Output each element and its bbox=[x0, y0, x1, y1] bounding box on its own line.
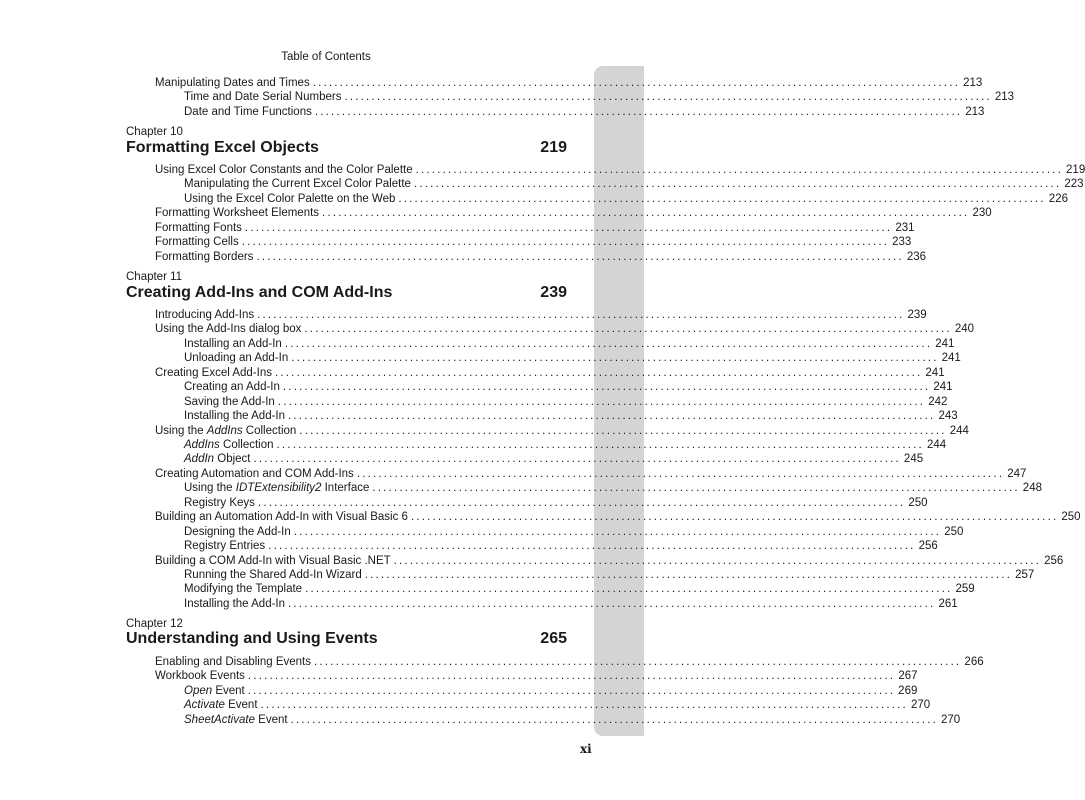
toc-entry-label: Enabling and Disabling Events bbox=[155, 656, 311, 668]
leader-dots: ........................................................................................................................ bbox=[257, 309, 905, 321]
toc-entry[interactable] bbox=[184, 713, 961, 727]
toc-entry-label: Installing the Add-In bbox=[184, 410, 286, 422]
toc-entry-label: Formatting Fonts bbox=[155, 222, 242, 234]
leader-dots: ........................................................................................................................ bbox=[314, 656, 962, 668]
toc-entry[interactable] bbox=[184, 698, 931, 712]
toc-entry-label: Formatting Worksheet Elements bbox=[155, 207, 320, 219]
toc-entry-page: 248 bbox=[1022, 482, 1042, 494]
leader-dots: ........................................................................................................................ bbox=[299, 425, 947, 437]
toc-entry-label: Designing the Add-In bbox=[184, 526, 291, 538]
toc-entry-page: 241 bbox=[925, 367, 945, 379]
label-emphasis: AddIns bbox=[184, 439, 220, 451]
toc-entry-label bbox=[184, 713, 288, 727]
toc-entry-page: 241 bbox=[935, 338, 955, 350]
leader-dots: ........................................................................................................................ bbox=[364, 569, 1013, 581]
toc-entry-page: 250 bbox=[944, 526, 964, 538]
toc-entry-label: Installing an Add-In bbox=[184, 338, 282, 350]
chapter-page: 219 bbox=[540, 139, 567, 156]
toc-entry-page: 213 bbox=[994, 91, 1015, 103]
toc-entry[interactable] bbox=[155, 424, 969, 438]
leader-dots: ........................................................................................................................ bbox=[282, 381, 931, 393]
leader-dots: ........................................................................................................................ bbox=[244, 222, 893, 234]
toc-entry-page: 250 bbox=[908, 497, 928, 509]
leader-dots: ........................................................................................................................ bbox=[322, 207, 970, 219]
toc-entry[interactable] bbox=[155, 510, 1081, 524]
label-emphasis: Activate bbox=[184, 699, 225, 711]
toc-entry[interactable] bbox=[184, 409, 958, 423]
chapter-page: 239 bbox=[540, 284, 567, 301]
leader-dots: ........................................................................................................................ bbox=[253, 453, 901, 465]
toc-entry[interactable] bbox=[155, 308, 927, 322]
toc-entry-page: 266 bbox=[964, 656, 984, 668]
toc-entry-page: 270 bbox=[941, 714, 961, 726]
running-head: Table of Contents bbox=[281, 51, 371, 63]
leader-dots: ........................................................................................................................ bbox=[304, 323, 952, 335]
label-emphasis: Open bbox=[184, 685, 213, 697]
toc-entry[interactable] bbox=[155, 250, 927, 264]
label-emphasis: AddIns bbox=[206, 425, 243, 437]
leader-dots: ........................................................................................................................ bbox=[314, 106, 963, 118]
toc-entry[interactable] bbox=[155, 669, 918, 683]
chapter-title: Formatting Excel Objects bbox=[126, 139, 319, 156]
toc-entry-label: Introducing Add-Ins bbox=[155, 309, 255, 321]
toc-entry[interactable] bbox=[184, 105, 985, 119]
toc-entry-page: 223 bbox=[1064, 178, 1084, 190]
label-suffix: Interface bbox=[321, 482, 370, 494]
toc-entry-label: Unloading an Add-In bbox=[184, 352, 289, 364]
toc-entry-page: 267 bbox=[898, 670, 918, 682]
toc-entry[interactable] bbox=[184, 395, 948, 409]
toc-entry[interactable] bbox=[184, 684, 918, 698]
leader-dots: ........................................................................................................................ bbox=[257, 497, 906, 509]
toc-entry[interactable] bbox=[155, 554, 1064, 568]
toc-entry-label: Time and Date Serial Numbers bbox=[184, 91, 342, 103]
leader-dots: ........................................................................................................................ bbox=[290, 714, 938, 726]
toc-entry[interactable] bbox=[184, 438, 947, 452]
toc-entry[interactable] bbox=[184, 351, 961, 365]
toc-entry-page: 240 bbox=[954, 323, 975, 335]
toc-entry-page: 213 bbox=[965, 106, 985, 118]
toc-entry-label: Manipulating the Current Excel Color Palette bbox=[184, 178, 411, 190]
toc-entry-label: Building a COM Add-In with Visual Basic .NET bbox=[155, 555, 391, 567]
toc-entry-page: 241 bbox=[933, 381, 953, 393]
toc-entry-label bbox=[155, 424, 296, 438]
leader-dots: ........................................................................................................................ bbox=[312, 77, 961, 89]
toc-entry-label: Creating Excel Add-Ins bbox=[155, 367, 272, 379]
toc-entry-label: Running the Shared Add-In Wizard bbox=[184, 569, 362, 581]
leader-dots: ........................................................................................................................ bbox=[398, 193, 1046, 205]
leader-dots: ........................................................................................................................ bbox=[274, 367, 923, 379]
toc-entry-page: 226 bbox=[1048, 193, 1068, 205]
label-suffix: Event bbox=[224, 699, 258, 711]
label-prefix: Using the bbox=[184, 482, 236, 494]
leader-dots: ........................................................................................................................ bbox=[276, 439, 924, 451]
leader-dots: ........................................................................................................................ bbox=[372, 482, 1020, 494]
toc-entry[interactable] bbox=[184, 177, 1084, 191]
toc-entry[interactable] bbox=[184, 192, 1068, 206]
toc-entry-label: Using Excel Color Constants and the Color Palette bbox=[155, 164, 413, 176]
toc-entry-page: 259 bbox=[955, 583, 975, 595]
toc-entry-label bbox=[184, 698, 258, 712]
toc-entry-label: Installing the Add-In bbox=[184, 598, 286, 610]
chapter-label: Chapter 12 bbox=[126, 618, 183, 630]
leader-dots: ........................................................................................................................ bbox=[288, 410, 936, 422]
label-emphasis: AddIn bbox=[184, 453, 215, 465]
toc-entry[interactable] bbox=[184, 597, 958, 611]
chapter-heading[interactable] bbox=[126, 630, 567, 648]
toc-entry-label: Registry Keys bbox=[184, 497, 255, 509]
toc-entry-page: 244 bbox=[926, 439, 947, 451]
leader-dots: ........................................................................................................................ bbox=[305, 583, 953, 595]
leader-dots: ........................................................................................................................ bbox=[356, 468, 1005, 480]
label-suffix: Event bbox=[254, 714, 288, 726]
label-suffix: Event bbox=[212, 685, 245, 697]
leader-dots: ........................................................................................................................ bbox=[344, 91, 992, 103]
toc-entry[interactable] bbox=[155, 366, 945, 380]
label-suffix: Collection bbox=[219, 439, 274, 451]
toc-entry[interactable] bbox=[184, 452, 924, 466]
toc-entry[interactable] bbox=[155, 322, 975, 336]
toc-entry[interactable] bbox=[184, 539, 938, 553]
toc-entry[interactable] bbox=[155, 163, 1085, 177]
leader-dots: ........................................................................................................................ bbox=[410, 511, 1059, 523]
toc-entry-page: 239 bbox=[907, 309, 927, 321]
chapter-title: Understanding and Using Events bbox=[126, 630, 378, 647]
toc-entry-page: 233 bbox=[892, 236, 912, 248]
label-suffix: Collection bbox=[242, 425, 297, 437]
leader-dots: ........................................................................................................................ bbox=[293, 526, 942, 538]
toc-entry-label: Formatting Cells bbox=[155, 236, 239, 248]
chapter-page: 265 bbox=[540, 630, 567, 647]
toc-entry-label bbox=[184, 684, 245, 698]
toc-entry[interactable] bbox=[184, 90, 1015, 104]
toc-entry-page: 231 bbox=[895, 222, 915, 234]
label-suffix: Object bbox=[214, 453, 251, 465]
toc-entry-label: Saving the Add-In bbox=[184, 396, 275, 408]
chapter-label: Chapter 10 bbox=[126, 126, 183, 138]
toc-entry-label: Creating Automation and COM Add-Ins bbox=[155, 468, 354, 480]
chapter-heading[interactable] bbox=[126, 284, 567, 302]
leader-dots: ........................................................................................................................ bbox=[247, 685, 896, 697]
toc-entry-label bbox=[184, 438, 274, 452]
toc-entry[interactable] bbox=[155, 221, 915, 235]
toc-entry-page: 270 bbox=[910, 699, 931, 711]
toc-entry-label: Manipulating Dates and Times bbox=[155, 77, 310, 89]
leader-dots: ........................................................................................................................ bbox=[284, 338, 933, 350]
toc-entry[interactable] bbox=[184, 380, 953, 394]
leader-dots: ........................................................................................................................ bbox=[291, 352, 939, 364]
chapter-heading[interactable] bbox=[126, 139, 567, 157]
chapter-label: Chapter 11 bbox=[126, 271, 183, 283]
toc-entry-page: 242 bbox=[928, 396, 948, 408]
toc-entry-label: Using the Excel Color Palette on the Web bbox=[184, 193, 396, 205]
toc-entry-label: Formatting Borders bbox=[155, 251, 254, 263]
label-emphasis: IDTExtensibility2 bbox=[235, 482, 322, 494]
toc-entry[interactable] bbox=[155, 76, 983, 90]
toc-entry[interactable] bbox=[155, 655, 984, 669]
toc-entry[interactable] bbox=[155, 235, 912, 249]
leader-dots: ........................................................................................................................ bbox=[277, 396, 926, 408]
page-number: xi bbox=[580, 742, 592, 756]
toc-entry[interactable] bbox=[184, 582, 975, 596]
toc-entry-page: 245 bbox=[903, 453, 924, 465]
toc-entry-label: Building an Automation Add-In with Visual Basic 6 bbox=[155, 511, 408, 523]
toc-entry[interactable] bbox=[155, 467, 1027, 481]
toc-entry-label: Creating an Add-In bbox=[184, 381, 280, 393]
toc-entry-page: 230 bbox=[972, 207, 992, 219]
leader-dots: ........................................................................................................................ bbox=[415, 164, 1064, 176]
toc-entry[interactable] bbox=[155, 206, 992, 220]
leader-dots: ........................................................................................................................ bbox=[247, 670, 896, 682]
toc-entry-page: 213 bbox=[963, 77, 983, 89]
chapter-title: Creating Add-Ins and COM Add-Ins bbox=[126, 284, 393, 301]
toc-entry-page: 269 bbox=[898, 685, 918, 697]
toc-entry[interactable] bbox=[184, 525, 964, 539]
leader-dots: ........................................................................................................................ bbox=[260, 699, 908, 711]
toc-entry-label bbox=[184, 481, 369, 495]
toc-entry-page: 257 bbox=[1015, 569, 1035, 581]
toc-entry-label bbox=[184, 452, 251, 466]
toc-entry-page: 250 bbox=[1061, 511, 1081, 523]
leader-dots: ........................................................................................................................ bbox=[241, 236, 890, 248]
leader-dots: ........................................................................................................................ bbox=[268, 540, 916, 552]
toc-entry[interactable] bbox=[184, 496, 928, 510]
toc-entry-label: Modifying the Template bbox=[184, 583, 303, 595]
toc-entry-page: 236 bbox=[906, 251, 927, 263]
toc-entry-page: 219 bbox=[1066, 164, 1085, 176]
toc-entry-page: 247 bbox=[1007, 468, 1027, 480]
toc-entry-page: 241 bbox=[941, 352, 961, 364]
leader-dots: ........................................................................................................................ bbox=[256, 251, 904, 263]
toc-entry-label: Registry Entries bbox=[184, 540, 266, 552]
label-prefix: Using the bbox=[155, 425, 207, 437]
toc-entry-page: 261 bbox=[938, 598, 958, 610]
toc-entry-label: Workbook Events bbox=[155, 670, 245, 682]
label-emphasis: SheetActivate bbox=[184, 714, 255, 726]
toc-entry[interactable] bbox=[184, 337, 955, 351]
toc-entry-label: Using the Add-Ins dialog box bbox=[155, 323, 302, 335]
toc-entry[interactable] bbox=[184, 481, 1042, 495]
toc-entry-page: 243 bbox=[938, 410, 958, 422]
toc-entry[interactable] bbox=[184, 568, 1035, 582]
toc-entry-page: 256 bbox=[1044, 555, 1064, 567]
leader-dots: ........................................................................................................................ bbox=[288, 598, 936, 610]
leader-dots: ........................................................................................................................ bbox=[413, 178, 1062, 190]
leader-dots: ........................................................................................................................ bbox=[393, 555, 1042, 567]
toc-entry-page: 256 bbox=[918, 540, 938, 552]
toc-entry-label: Date and Time Functions bbox=[184, 106, 312, 118]
toc-entry-page: 244 bbox=[949, 425, 969, 437]
